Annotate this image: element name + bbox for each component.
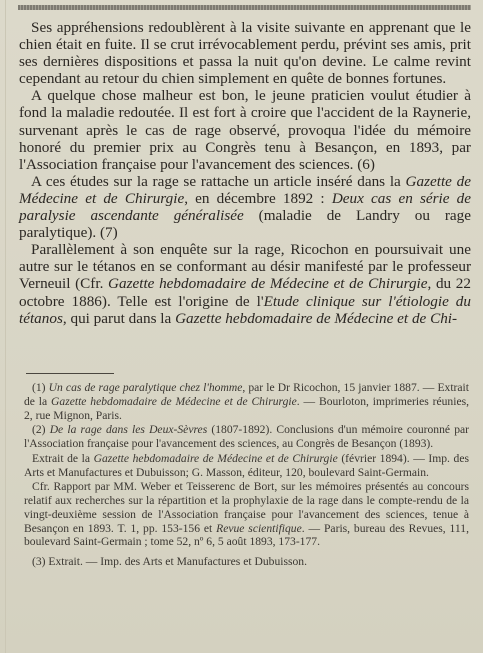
footnote-1-journal: Gazette hebdomadaire de Médecine et de Chirurgie: [51, 394, 297, 408]
paragraph-4-text-a: Parallèlement à son enquête sur la rage, Ricochon en poursuivait une autre sur le tétanos en se conformant au désir manifesté par le professeur Verneuil (Cfr.: [19, 241, 471, 293]
paragraph-4-journal-title-2: Gazette hebdomadaire de Médecine et de Chi-: [175, 309, 458, 327]
footnote-2-text-f: (février 1894). — Imp. des Arts et Manufactures et Dubuisson; G. Masson, éditeur, 120, boulevard Saint-Germain.: [24, 451, 469, 479]
footnote-2-text-i: . — Paris, bureau des Revues, 111, boulevard Saint-Germain ; tome 52, nº 6, 5 août 1893, 173-177.: [24, 521, 469, 549]
paragraph-3-text-c: , en décembre 1892 :: [184, 189, 332, 207]
page-edge-line: [5, 0, 6, 653]
footnote-2-text-c: (1807-1892). Conclusions d'un mémoire couronné par l'Association française pour l'avancement des sciences, au Congrès de Besançon (1893).: [24, 423, 469, 450]
footnote-2-report: [24, 480, 469, 549]
footnote-1-title: Un cas de rage paralytique chez l'homme: [48, 381, 243, 394]
paragraph-3-article-title: Deux cas en série de paralysie ascendante généralisée: [19, 189, 472, 225]
paragraph-4: [19, 241, 471, 326]
footnotes: [24, 381, 469, 570]
paragraph-4-text-c: , du 22 octobre 1886). Telle est l'origine de l': [19, 275, 471, 310]
footnote-separator: [26, 373, 114, 374]
footnote-1-text-c: , par le Dr Ricochon, 15 janvier 1887. — Extrait de la: [24, 381, 469, 408]
footnote-2-revue: Revue scientifique: [216, 521, 302, 535]
footnote-2-text-d: Extrait de la: [32, 451, 94, 465]
paragraph-4-journal-title: Gazette hebdomadaire de Médecine et de Chirurgie: [108, 275, 428, 293]
footnote-3: (3) Extrait. — Imp. des Arts et Manufactures et Dubuisson.: [32, 555, 307, 568]
paragraph-3: [19, 173, 471, 241]
paragraph-4-text-e: , qui parut dans la: [62, 309, 176, 327]
paragraph-3-text-a: A ces études sur la rage se rattache un article inséré dans la: [31, 172, 406, 190]
paragraph-3-journal-title: Gazette de Médecine et de Chirurgie: [19, 172, 472, 207]
footnote-2-text-g: Cfr. Rapport par MM. Weber et Teisserenc de Bort, sur les mémoires présentés au concours relatif aux recherches sur la répartition et la prophylaxie de la rage dans le compte-rendu de la vingt-deuxième session de l'Association française pour l'avancement des sciences, tenue à Besançon en 1893. T. 1, pp. 153-156 et: [24, 480, 469, 535]
footnote-2-extract: [24, 452, 469, 480]
paragraph-2: A quelque chose malheur est bon, le jeune praticien voulut étudier à fond la maladie redoutée. Il est fort à croire que l'accident de la Raynerie, survenant après le cas de rage observé, provoqua l'idée du mémoire honoré du premier prix au Congrès tenu à Besançon, en 1893, par l'Association française pour l'avancement des sciences. (6): [19, 87, 471, 173]
footnote-1-number: (1): [32, 381, 49, 394]
footnote-2: [24, 423, 469, 451]
footnote-2-number: (2): [32, 423, 50, 437]
footnote-2-journal: Gazette hebdomadaire de Médecine et de Chirurgie: [93, 451, 338, 465]
paragraph-1: Ses appréhensions redoublèrent à la visite suivante en apprenant que le chien était en fuite. Il se crut irrévocablement perdu, prévint ses amis, prit ses dernières dispositions et passa la nuit qu'on devine. Le calme revint cependant au retour du chien simplement en quête de bonnes fortunes.: [19, 19, 471, 88]
main-text: [19, 19, 471, 327]
footnote-2-title: De la rage dans les Deux-Sèvres: [49, 423, 208, 437]
paragraph-4-study-title: Etude clinique sur l'étiologie du tétanos: [19, 292, 471, 327]
footnote-1: [24, 381, 469, 422]
footnote-1-text-e: . — Bourloton, imprimeries réunies, 2, rue Mignon, Paris.: [24, 394, 470, 422]
top-decorative-rule: [18, 5, 471, 10]
paragraph-3-text-e: (maladie de Landry ou rage paralytique). (7): [19, 207, 472, 242]
